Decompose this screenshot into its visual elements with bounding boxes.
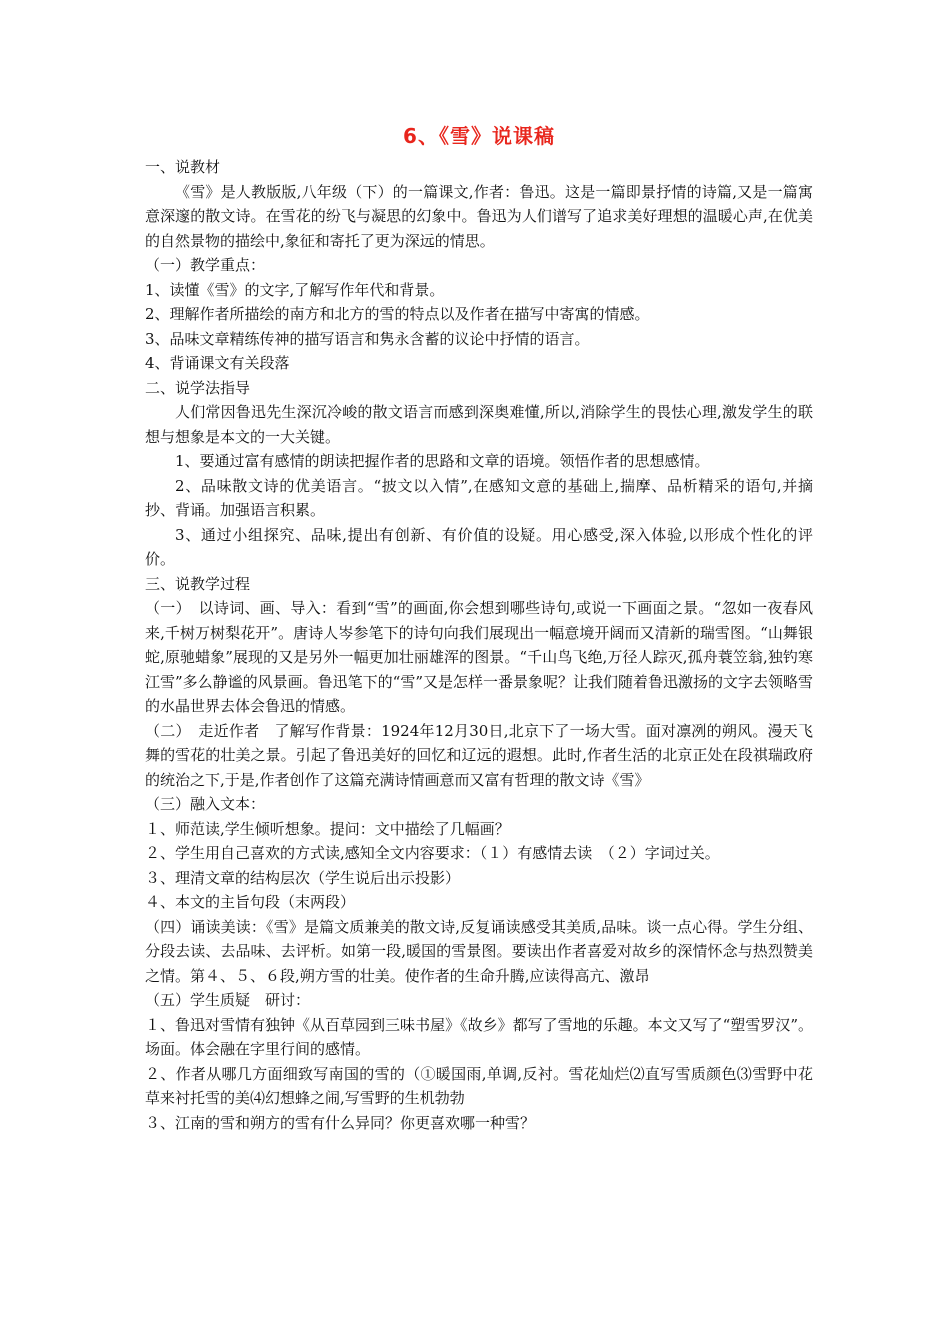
paragraph: 《雪》是人教版版,八年级（下）的一篇课文,作者：鲁迅。这是一篇即景抒情的诗篇,又是一篇寓意深邃的散文诗。在雪花的纷飞与凝思的幻象中。鲁迅为人们谱写了追求美好理想的温暖心声,在优美的自然景物的描绘中,象征和寄托了更为深远的情思。	[145, 182, 813, 250]
paragraph: （二） 走近作者 了解写作背景：1924年12月30日,北京下了一场大雪。面对凛冽的朔风。漫天飞舞的雪花的壮美之景。引起了鲁迅美好的回忆和辽远的遐想。此时,作者生活的北京正处在段祺瑞政府的统治之下,于是,作者创作了这篇充满诗情画意而又富有哲理的散文诗《雪》	[145, 721, 813, 789]
subsection-heading: （五）学生质疑 研讨：	[145, 991, 311, 1009]
section-heading: 一、说教材	[145, 158, 221, 176]
list-item: 3、通过小组探究、品味,提出有创新、有价值的设疑。用心感受,深入体验,以形成个性化的评价。	[145, 525, 813, 568]
paragraph: （一） 以诗词、画、导入：看到“雪”的画面,你会想到哪些诗句,或说一下画面之景。“忽如一夜春风来,千树万树梨花开”。唐诗人岑参笔下的诗句向我们展现出一幅意境开阔而又清新的瑞雪图。“山舞银蛇,原驰蜡象”展现的又是另外一幅更加壮丽雄浑的图景。“千山鸟飞绝,万径人踪灭,孤舟蓑笠翁,独钓寒江雪”多么静谧的风景画。鲁迅笔下的“雪”又是怎样一番景象呢？让我们随着鲁迅激扬的文字去领略雪的水晶世界去体会鲁迅的情感。	[145, 599, 814, 715]
section-heading: 三、说教学过程	[145, 574, 251, 593]
list-item: 4、背诵课文有关段落	[145, 354, 290, 372]
list-item: 3、品味文章精练传神的描写语言和隽永含蓄的议论中抒情的语言。	[145, 329, 590, 348]
list-item: ３、江南的雪和朔方的雪有什么异同？你更喜欢哪一种雪？	[145, 1113, 536, 1132]
section-heading: 二、说学法指导	[145, 378, 251, 397]
subsection-heading: （三）融入文本：	[145, 795, 266, 813]
list-item: ３、理清文章的结构层次（学生说后出示投影）	[145, 868, 461, 887]
list-item: 1、要通过富有感情的朗读把握作者的思路和文章的语境。领悟作者的思想感情。	[175, 452, 710, 470]
document-title: 6、《雪》说课稿	[403, 124, 555, 148]
list-item: ２、学生用自己喜欢的方式读,感知全文内容要求：（１）有感情去读 （２）字词过关。	[145, 844, 720, 862]
list-item: ４、本文的主旨句段（末两段）	[145, 893, 356, 911]
document-page	[145, 122, 813, 1135]
document-body	[145, 155, 813, 1135]
list-item: １、师范读,学生倾听想象。提问：文中描绘了几幅画？	[145, 819, 510, 838]
list-item: ２、作者从哪几方面细致写南国的雪的（①暖国雨,单调,反衬。雪花灿烂⑵直写雪质颜色⑶雪野中花草来衬托雪的美⑷幻想蜂之闹,写雪野的生机勃勃	[145, 1064, 813, 1107]
list-item: 2、理解作者所描绘的南方和北方的雪的特点以及作者在描写中寄寓的情感。	[145, 305, 650, 323]
paragraph: （四）诵读美读：《雪》是篇文质兼美的散文诗,反复诵读感受其美质,品味。谈一点心得。学生分组、分段去读、去品味、去评析。如第一段,暖国的雪景图。要读出作者喜爱对故乡的深情怀念与热烈赞美之情。第４、５、６段,朔方雪的壮美。使作者的生命升腾,应读得高亢、激昂	[145, 917, 813, 985]
list-item: 1、读懂《雪》的文字,了解写作年代和背景。	[145, 280, 445, 299]
paragraph: 人们常因鲁迅先生深沉冷峻的散文语言而感到深奥难懂,所以,消除学生的畏怯心理,激发学生的联想与想象是本文的一大关键。	[145, 403, 813, 446]
subsection-heading: （一）教学重点：	[145, 256, 266, 274]
list-item: 2、品味散文诗的优美语言。“披文以入情”,在感知文意的基础上,揣摩、品析精采的语句,并摘抄、背诵。加强语言积累。	[145, 476, 813, 519]
list-item: １、鲁迅对雪情有独钟《从百草园到三味书屋》《故乡》都写了雪地的乐趣。本文又写了“塑雪罗汉”。场面。体会融在字里行间的感情。	[145, 1015, 813, 1058]
